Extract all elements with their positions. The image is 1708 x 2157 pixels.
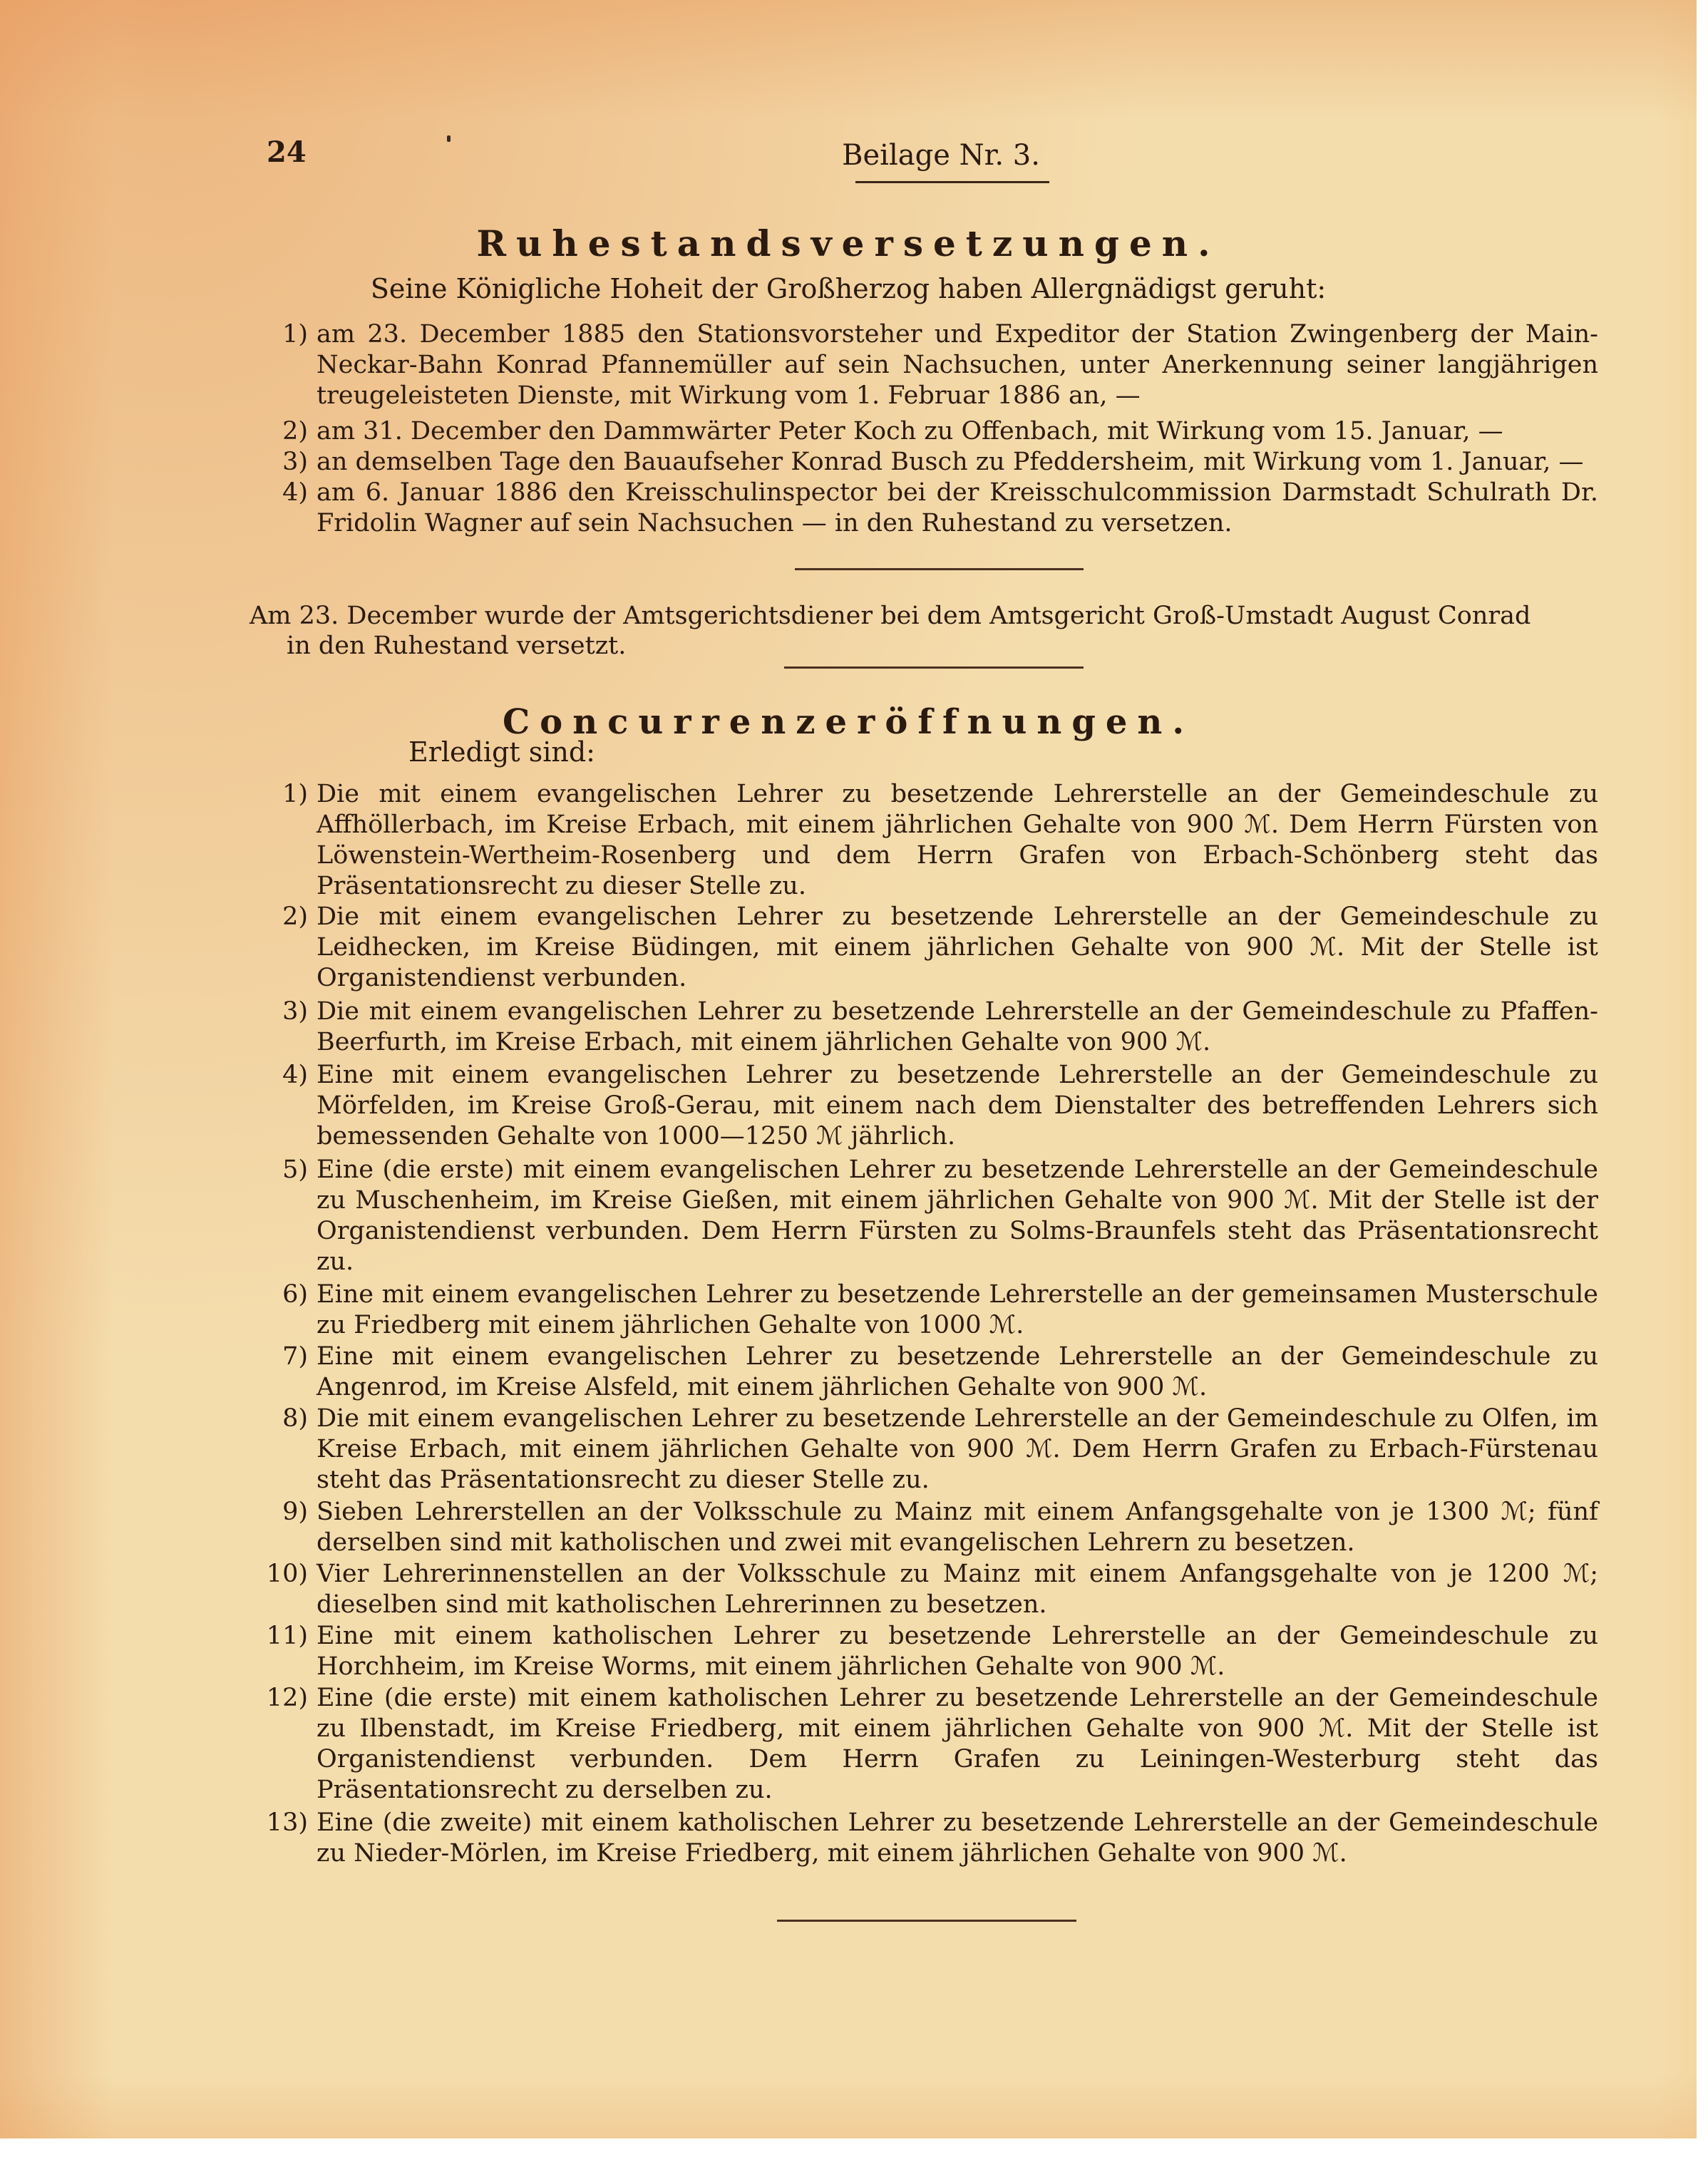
- item-number: 4): [282, 478, 308, 507]
- section-title-retirements: Ruhestandsversetzungen.: [476, 222, 1220, 264]
- item-text: Eine (die erste) mit einem katholischen Lehrer zu besetzende Lehrerstelle an der Gemeindeschule zu Ilbenstadt, im Kreise Friedberg, mit einem jährlichen Gehalte von 900 ℳ. Mit der Stelle ist Organistendienst verbunden. Dem Herrn Grafen zu Leiningen-Westerburg steht das Präsentationsrecht zu derselben zu.: [317, 1684, 1598, 1804]
- item-number: 8): [282, 1404, 308, 1433]
- item-text: an demselben Tage den Bauaufseher Konrad Busch zu Pfeddersheim, mit Wirkung vom 1. Januar, —: [317, 448, 1584, 476]
- item-number: 12): [266, 1684, 308, 1712]
- note-line-1: Am 23. December wurde der Amtsgerichtsdiener bei dem Amtsgericht Groß-Umstadt August Conrad: [249, 602, 1531, 630]
- list-item: [265, 416, 1598, 447]
- item-number: 4): [282, 1061, 308, 1089]
- retirement-note: [249, 601, 1598, 661]
- ink-speck: [447, 135, 451, 142]
- section-intro-retirements: Seine Königliche Hoheit der Großherzog haben Allergnädigst geruht:: [370, 273, 1327, 304]
- item-text: am 31. December den Dammwärter Peter Koch zu Offenbach, mit Wirkung vom 15. Januar, —: [317, 417, 1503, 446]
- item-number: 2): [282, 902, 308, 931]
- list-item: [265, 1808, 1598, 1869]
- item-number: 9): [282, 1498, 308, 1526]
- item-text: Eine (die erste) mit einem evangelischen Lehrer zu besetzende Lehrerstelle an der Gemeindeschule zu Muschenheim, im Kreise Gießen, mit einem jährlichen Gehalte von 900 ℳ. Mit der Stelle ist der Organistendienst verbunden. Dem Herrn Fürsten zu Solms-Braunfels steht das Präsentationsrecht zu.: [317, 1155, 1598, 1276]
- section-divider: [784, 666, 1084, 669]
- list-item: [265, 779, 1598, 902]
- list-item: [265, 478, 1598, 539]
- item-text: Die mit einem evangelischen Lehrer zu besetzende Lehrerstelle an der Gemeindeschule zu Olfen, im Kreise Erbach, mit einem jährlichen Gehalte von 900 ℳ. Dem Herrn Grafen zu Erbach-Fürstenau steht das Präsentationsrecht zu dieser Stelle zu.: [317, 1404, 1598, 1494]
- item-text: Eine mit einem evangelischen Lehrer zu besetzende Lehrerstelle an der Gemeindeschule zu Mörfelden, im Kreise Groß-Gerau, mit einem nach dem Dienstalter des betreffenden Lehrers sich bemessenden Gehalte von 1000—1250 ℳ jährlich.: [317, 1061, 1598, 1150]
- list-item: [265, 1155, 1598, 1277]
- note-line-2: in den Ruhestand versetzt.: [287, 632, 627, 660]
- item-text: Die mit einem evangelischen Lehrer zu besetzende Lehrerstelle an der Gemeindeschule zu Affhöllerbach, im Kreise Erbach, mit einem jährlichen Gehalte von 900 ℳ. Dem Herrn Fürsten von Löwenstein-Wertheim-Rosenberg und dem Herrn Grafen von Erbach-Schönberg steht das Präsentationsrecht zu dieser Stelle zu.: [317, 780, 1598, 900]
- item-number: 3): [282, 997, 308, 1026]
- list-item: [265, 1621, 1598, 1682]
- item-number: 5): [282, 1155, 308, 1184]
- list-item: [265, 1280, 1598, 1341]
- item-number: 3): [282, 448, 308, 476]
- page-number: 24: [267, 135, 307, 169]
- item-text: Sieben Lehrerstellen an der Volksschule zu Mainz mit einem Anfangsgehalte von je 1300 ℳ; fünf derselben sind mit katholischen und zwei mit evangelischen Lehrern zu besetzen.: [317, 1498, 1598, 1557]
- item-text: Die mit einem evangelischen Lehrer zu besetzende Lehrerstelle an der Gemeindeschule zu Leidhecken, im Kreise Büdingen, mit einem jährlichen Gehalte von 900 ℳ. Mit der Stelle ist Organistendienst verbunden.: [317, 902, 1598, 992]
- section-divider: [795, 568, 1084, 570]
- item-number: 11): [266, 1622, 308, 1650]
- list-item: [265, 447, 1598, 478]
- item-text: Vier Lehrerinnenstellen an der Volksschule zu Mainz mit einem Anfangsgehalte von je 1200 ℳ; dieselben sind mit katholischen Lehrerinnen zu besetzen.: [317, 1560, 1598, 1619]
- list-item: [265, 1559, 1598, 1620]
- item-text: am 23. December 1885 den Stationsvorsteher und Expeditor der Station Zwingenberg der Main-Neckar-Bahn Konrad Pfannemüller auf sein Nachsuchen, unter Anerkennung seiner langjährigen treugeleisteten Dienste, mit Wirkung vom 1. Februar 1886 an, —: [317, 320, 1598, 410]
- list-item: [265, 1683, 1598, 1806]
- supplement-underline: [855, 181, 1049, 183]
- item-text: Eine mit einem evangelischen Lehrer zu besetzende Lehrerstelle an der Gemeindeschule zu Angenrod, im Kreise Alsfeld, mit einem jährlichen Gehalte von 900 ℳ.: [317, 1342, 1598, 1401]
- section-title-vacancies: Concurrenzeröffnungen.: [502, 702, 1195, 742]
- section-divider: [777, 1920, 1076, 1922]
- list-item: [265, 1342, 1598, 1403]
- item-text: Eine (die zweite) mit einem katholischen Lehrer zu besetzende Lehrerstelle an der Gemeindeschule zu Nieder-Mörlen, im Kreise Friedberg, mit einem jährlichen Gehalte von 900 ℳ.: [317, 1808, 1598, 1868]
- list-item: [265, 902, 1598, 994]
- list-item: [265, 997, 1598, 1058]
- item-number: 10): [266, 1560, 308, 1588]
- item-number: 1): [282, 780, 308, 808]
- item-number: 6): [282, 1280, 308, 1309]
- item-number: 2): [282, 417, 308, 446]
- list-item: [265, 1060, 1598, 1152]
- item-number: 1): [282, 320, 308, 349]
- item-text: Eine mit einem evangelischen Lehrer zu besetzende Lehrerstelle an der gemeinsamen Musterschule zu Friedberg mit einem jährlichen Gehalte von 1000 ℳ.: [317, 1280, 1598, 1339]
- item-text: am 6. Januar 1886 den Kreisschulinspector bei der Kreisschulcommission Darmstadt Schulrath Dr. Fridolin Wagner auf sein Nachsuchen — in den Ruhestand zu versetzen.: [317, 478, 1598, 537]
- list-item: [265, 319, 1598, 411]
- item-number: 13): [266, 1808, 308, 1837]
- section-intro-vacancies: Erledigt sind:: [408, 736, 595, 768]
- item-text: Eine mit einem katholischen Lehrer zu besetzende Lehrerstelle an der Gemeindeschule zu Horchheim, im Kreise Worms, mit einem jährlichen Gehalte von 900 ℳ.: [317, 1622, 1598, 1681]
- list-item: [265, 1497, 1598, 1558]
- list-item: [265, 1404, 1598, 1496]
- supplement-heading: Beilage Nr. 3.: [842, 139, 1040, 172]
- item-number: 7): [282, 1342, 308, 1371]
- item-text: Die mit einem evangelischen Lehrer zu besetzende Lehrerstelle an der Gemeindeschule zu Pfaffen-Beerfurth, im Kreise Erbach, mit einem jährlichen Gehalte von 900 ℳ.: [317, 997, 1598, 1056]
